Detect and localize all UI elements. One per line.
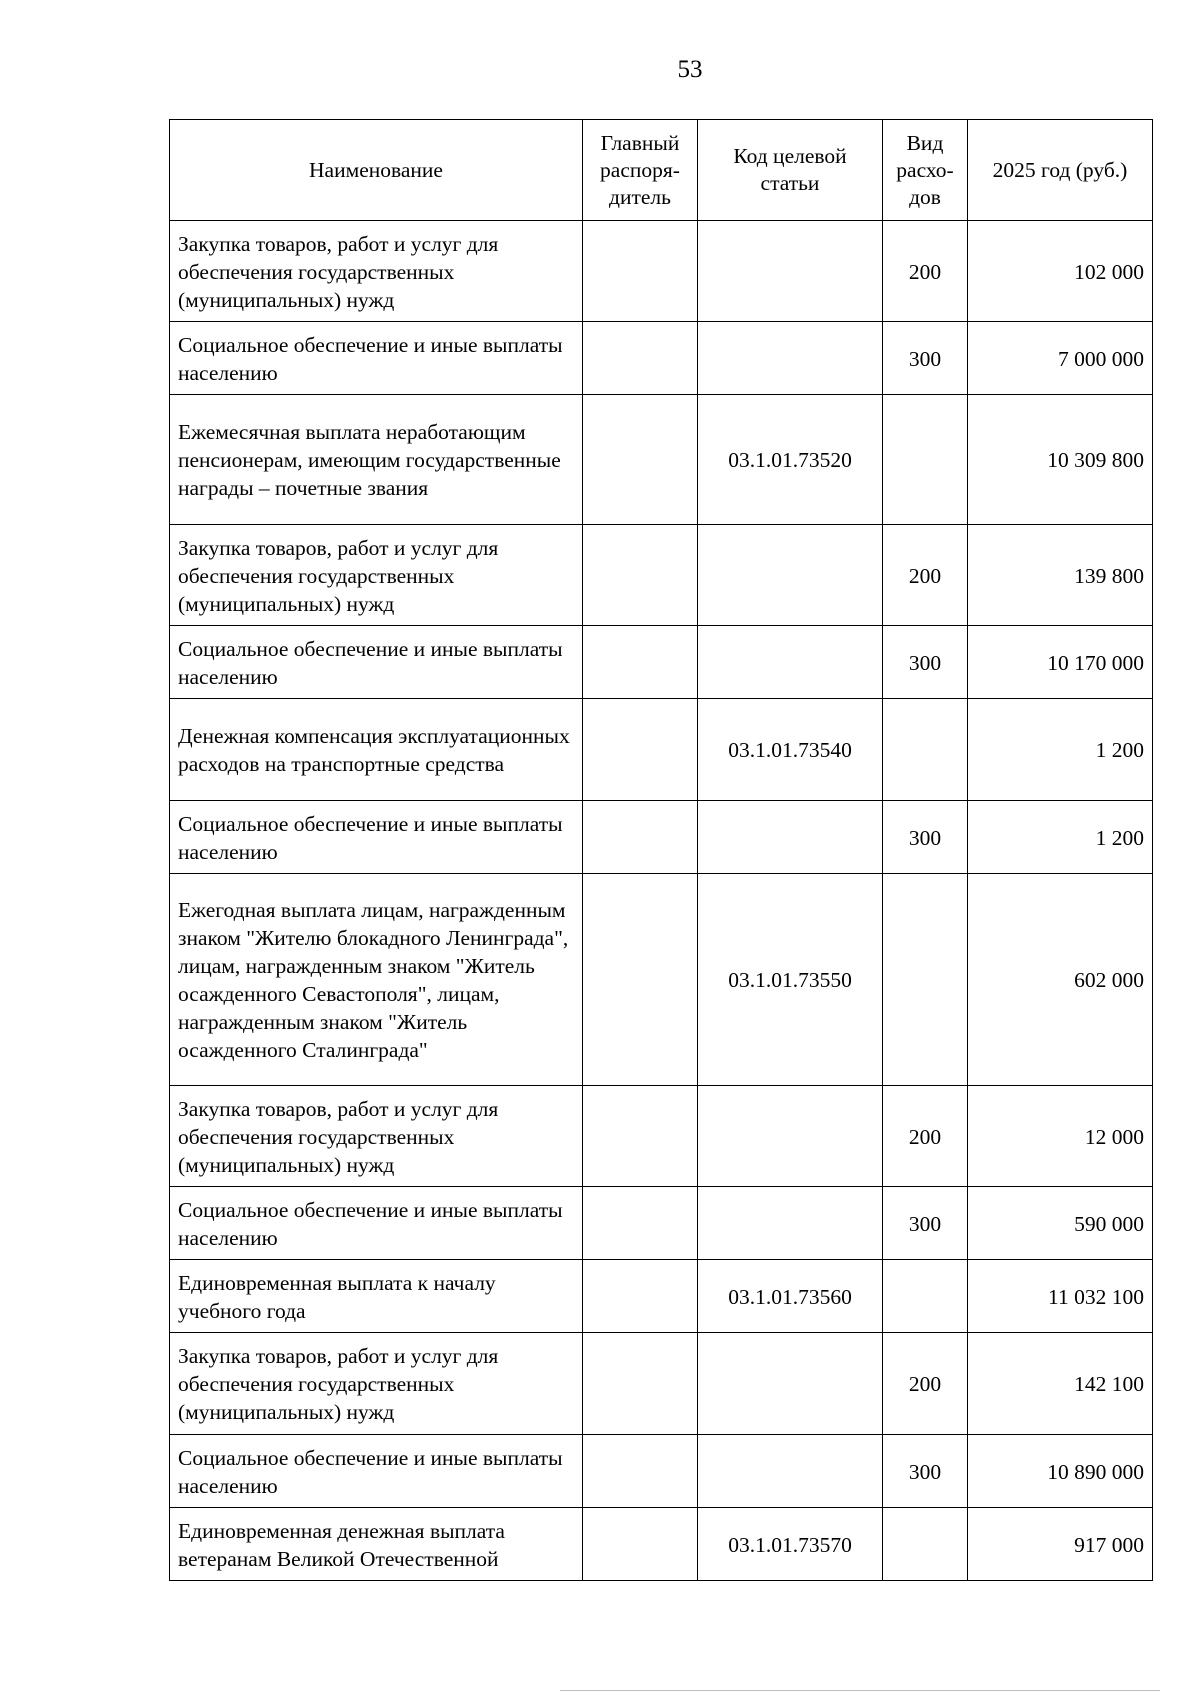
row-target-code xyxy=(698,525,883,626)
row-amount: 142 100 xyxy=(968,1333,1153,1435)
row-amount: 102 000 xyxy=(968,221,1153,322)
row-amount: 11 032 100 xyxy=(968,1260,1153,1333)
row-amount: 590 000 xyxy=(968,1187,1153,1260)
row-name: Социальное обеспечение и иные выплаты населению xyxy=(170,801,583,874)
row-name: Ежемесячная выплата неработающим пенсионерам, имеющим государственные награды – почетные звания xyxy=(170,395,583,525)
row-expense-type: 300 xyxy=(883,801,968,874)
row-name: Ежегодная выплата лицам, награжденным знаком "Жителю блокадного Ленинграда", лицам, награжденным знаком "Житель осажденного Севастополя", лицам, награжденным знаком "Житель осажденного Сталинграда" xyxy=(170,874,583,1086)
header-main-manager: Главный распоря-дитель xyxy=(583,120,698,221)
row-main-manager xyxy=(583,874,698,1086)
row-main-manager xyxy=(583,699,698,801)
row-expense-type: 200 xyxy=(883,221,968,322)
row-name: Закупка товаров, работ и услуг для обеспечения государственных (муниципальных) нужд xyxy=(170,525,583,626)
row-main-manager xyxy=(583,1260,698,1333)
row-target-code: 03.1.01.73540 xyxy=(698,699,883,801)
row-name: Социальное обеспечение и иные выплаты населению xyxy=(170,1187,583,1260)
row-amount: 10 890 000 xyxy=(968,1435,1153,1508)
row-name: Закупка товаров, работ и услуг для обеспечения государственных (муниципальных) нужд xyxy=(170,1333,583,1435)
row-main-manager xyxy=(583,1435,698,1508)
row-expense-type: 300 xyxy=(883,626,968,699)
table-row xyxy=(170,1508,1153,1581)
table-row xyxy=(170,1260,1153,1333)
row-main-manager xyxy=(583,525,698,626)
row-target-code xyxy=(698,1086,883,1187)
row-amount: 10 170 000 xyxy=(968,626,1153,699)
row-target-code xyxy=(698,1333,883,1435)
row-expense-type: 200 xyxy=(883,1333,968,1435)
table-row xyxy=(170,699,1153,801)
row-expense-type xyxy=(883,1260,968,1333)
table-row xyxy=(170,1086,1153,1187)
row-amount: 602 000 xyxy=(968,874,1153,1086)
row-name: Единовременная выплата к началу учебного года xyxy=(170,1260,583,1333)
row-amount: 139 800 xyxy=(968,525,1153,626)
row-target-code: 03.1.01.73570 xyxy=(698,1508,883,1581)
header-expense-type: Вид расхо-дов xyxy=(883,120,968,221)
budget-table xyxy=(169,119,1153,1581)
row-expense-type xyxy=(883,699,968,801)
row-name: Закупка товаров, работ и услуг для обеспечения государственных (муниципальных) нужд xyxy=(170,221,583,322)
table-row xyxy=(170,525,1153,626)
row-main-manager xyxy=(583,1508,698,1581)
row-expense-type: 300 xyxy=(883,1435,968,1508)
row-expense-type: 200 xyxy=(883,1086,968,1187)
row-main-manager xyxy=(583,1333,698,1435)
row-name: Социальное обеспечение и иные выплаты населению xyxy=(170,626,583,699)
row-expense-type: 200 xyxy=(883,525,968,626)
row-expense-type xyxy=(883,1508,968,1581)
table-row xyxy=(170,1187,1153,1260)
row-main-manager xyxy=(583,626,698,699)
table-row xyxy=(170,874,1153,1086)
row-target-code xyxy=(698,1187,883,1260)
row-target-code: 03.1.01.73560 xyxy=(698,1260,883,1333)
row-amount: 7 000 000 xyxy=(968,322,1153,395)
row-amount: 1 200 xyxy=(968,699,1153,801)
row-target-code xyxy=(698,221,883,322)
table-row xyxy=(170,395,1153,525)
row-target-code: 03.1.01.73520 xyxy=(698,395,883,525)
row-name: Денежная компенсация эксплуатационных расходов на транспортные средства xyxy=(170,699,583,801)
header-name: Наименование xyxy=(170,120,583,221)
row-name: Социальное обеспечение и иные выплаты населению xyxy=(170,322,583,395)
header-target-code: Код целевой статьи xyxy=(698,120,883,221)
row-main-manager xyxy=(583,801,698,874)
table-row xyxy=(170,221,1153,322)
row-expense-type xyxy=(883,395,968,525)
page-number: 53 xyxy=(677,56,703,83)
bottom-rule xyxy=(560,1690,1160,1691)
row-main-manager xyxy=(583,1187,698,1260)
row-name: Закупка товаров, работ и услуг для обеспечения государственных (муниципальных) нужд xyxy=(170,1086,583,1187)
row-target-code xyxy=(698,626,883,699)
table-row xyxy=(170,322,1153,395)
table-row xyxy=(170,1435,1153,1508)
row-amount: 917 000 xyxy=(968,1508,1153,1581)
row-main-manager xyxy=(583,221,698,322)
row-target-code xyxy=(698,801,883,874)
header-amount: 2025 год (руб.) xyxy=(968,120,1153,221)
row-expense-type: 300 xyxy=(883,322,968,395)
row-main-manager xyxy=(583,1086,698,1187)
row-name: Социальное обеспечение и иные выплаты населению xyxy=(170,1435,583,1508)
table-row xyxy=(170,626,1153,699)
row-main-manager xyxy=(583,395,698,525)
row-target-code xyxy=(698,322,883,395)
row-amount: 12 000 xyxy=(968,1086,1153,1187)
row-main-manager xyxy=(583,322,698,395)
row-amount: 1 200 xyxy=(968,801,1153,874)
row-expense-type: 300 xyxy=(883,1187,968,1260)
row-target-code xyxy=(698,1435,883,1508)
row-name: Единовременная денежная выплата ветеранам Великой Отечественной xyxy=(170,1508,583,1581)
row-target-code: 03.1.01.73550 xyxy=(698,874,883,1086)
table-row xyxy=(170,801,1153,874)
table-header-row xyxy=(170,120,1153,221)
table-row xyxy=(170,1333,1153,1435)
row-amount: 10 309 800 xyxy=(968,395,1153,525)
row-expense-type xyxy=(883,874,968,1086)
